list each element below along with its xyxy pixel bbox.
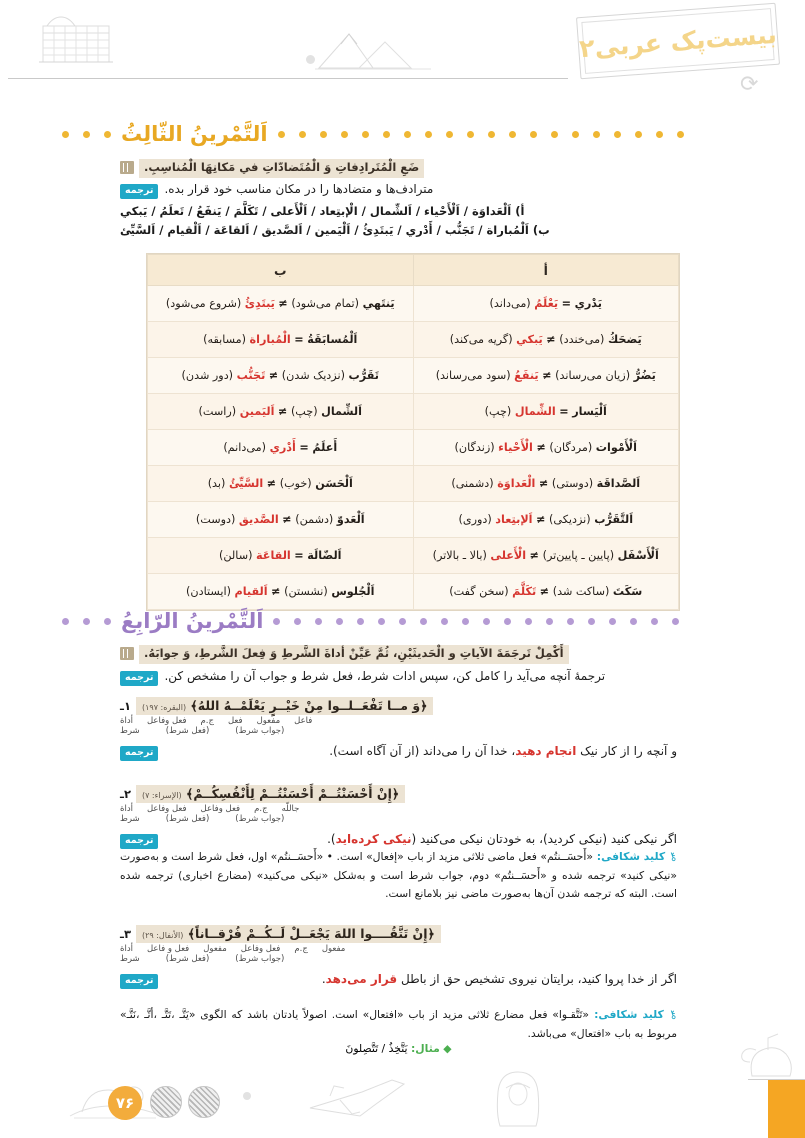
translation-chip: ترجمه (120, 834, 158, 849)
gloss-answer: (چپ) (484, 404, 512, 418)
table-cell-a (413, 466, 679, 502)
relation-symbol: ≠ (282, 512, 292, 526)
tip-body: «تَتَّقـوا» فعل مضارع ثلاثی مزید از باب «افتعال» است. اصولاً یادتان باشد که الگوی «یَتَّـ ،تَتَّـ ،أتَّـ ،نَتَّـ» مربوط به باب «افتعال» می‌باشد. (120, 1008, 677, 1040)
translation-chip: ترجمه (120, 671, 158, 686)
gloss-primary: (پایین ـ پایین‌تر) (542, 548, 615, 562)
ayah-translation-row (120, 970, 677, 989)
gloss-answer: (زندگان) (454, 440, 495, 454)
exercise3-instruction-row (120, 159, 675, 178)
relation-symbol: = (294, 548, 304, 562)
term-primary: تَقَرُّب (348, 368, 379, 382)
table-cell-a (413, 502, 679, 538)
gloss-answer: (می‌دانم) (223, 440, 267, 454)
table-cell-b (148, 502, 414, 538)
gloss-primary: (تمام می‌شود) (291, 296, 360, 310)
parse-row-primary (120, 716, 677, 726)
teapot-line-art-icon (738, 1030, 798, 1082)
translation-chip: ترجمه (120, 184, 158, 199)
ayah-translation-text (164, 970, 677, 988)
tip-block-2 (120, 1006, 677, 1043)
decorative-hatched-circle (150, 1086, 182, 1118)
synonyms-antonyms-table (147, 254, 679, 610)
term-primary: اَلشِّمال (321, 404, 362, 418)
parse-sublabel: شرط (120, 814, 140, 824)
parse-label: فاعل (294, 716, 313, 726)
translation-suffix: ، خدا آن را می‌داند (از آن آگاه است). (329, 744, 516, 758)
table-cell-b (148, 466, 414, 502)
table-header-b: ب (148, 255, 414, 286)
translation-answer: انجام دهید (515, 744, 577, 758)
gloss-primary: (دشمن) (295, 512, 334, 526)
tip-block-1 (120, 848, 677, 904)
parse-label: فعل (228, 716, 243, 726)
parse-sublabel: (جواب شرط) (235, 726, 285, 736)
term-primary: اَلضّالَة (307, 548, 342, 562)
relation-symbol: ≠ (536, 512, 546, 526)
table-row (148, 466, 679, 502)
gloss-answer: (سالن) (219, 548, 253, 562)
parse-label: فعل وفاعل (146, 716, 187, 726)
term-answer: أَدْري (269, 440, 296, 454)
gloss-answer: (دوست) (195, 512, 236, 526)
relation-symbol: ≠ (546, 332, 556, 346)
gloss-answer: (راست) (198, 404, 237, 418)
term-answer: تَكَلَّمَ (512, 584, 537, 598)
relation-symbol: ≠ (542, 368, 552, 382)
gloss-answer: (دشمنی) (451, 476, 494, 490)
term-primary: اَلْمُسابَقَةُ (307, 332, 358, 346)
exercise4-title-row (60, 605, 745, 637)
term-primary: يَدْري (574, 296, 602, 310)
translation-answer: قرار می‌دهد (325, 972, 398, 986)
table-cell-a (413, 322, 679, 358)
table-cell-b (148, 286, 414, 322)
parse-sublabel: (فعل شرط) (165, 726, 210, 736)
ayah-item-3 (120, 925, 677, 989)
translation-suffix: ). (327, 832, 336, 846)
relation-symbol: ≠ (539, 584, 550, 598)
ayah-item-1 (120, 697, 677, 761)
parse-label: فعل وفاعل (200, 804, 241, 814)
parse-label: أداة (120, 804, 133, 814)
relation-symbol: ≠ (278, 296, 288, 310)
term-primary: يَنتَهي (362, 296, 395, 310)
term-answer: اَلإبتِعاد (495, 512, 533, 526)
gloss-primary: (نزدیک شدن) (281, 368, 345, 382)
translation-chip: ترجمه (120, 974, 158, 989)
ayah-number: ۱ـ (120, 699, 131, 713)
term-primary: اَلصَّداقَة (596, 476, 641, 490)
ayah-text: ﴿إِنْ تَتَّقُــــوا اللهَ يَجْعَــلْ لَــكُــمْ فُرْقــاناً﴾ (الأنفال: ۲۹) (136, 925, 441, 943)
page-number: ۷۶ (108, 1086, 142, 1120)
translation-answer: نیکی کرده‌اید (335, 832, 412, 846)
ayah-text: ﴿وَ مــا تَفْعَــلــوا مِنْ خَيْــرٍ يَعْلَمْــهُ اللهُ﴾ (البقره: ۱۹۷) (136, 697, 433, 715)
term-answer: اَلقيام (234, 584, 268, 598)
ayah-text: ﴿إِنْ أَحْسَنْتُــمْ أَحْسَنْتُــمْ لِأَنْفُسِكُــمْ﴾ (الإسراء: ۷) (136, 785, 405, 803)
ayah-translation-text (164, 830, 677, 848)
table-cell-b (148, 538, 414, 574)
tag-title: بیست‌پک عربی۲ (578, 19, 778, 63)
table-row (148, 286, 679, 322)
ayah-translation-row (120, 742, 677, 761)
relation-symbol: ≠ (271, 584, 281, 598)
table-cell-a (413, 394, 679, 430)
exercise3-instruction: ضَعِ الْمُتَرادِفاتِ وَ الْمُتَضادّاتِ في مَكانِهَا الْمُناسِبِ. (139, 159, 424, 178)
table-row (148, 322, 679, 358)
title4-dots-right (60, 618, 111, 625)
term-answer: الْعَداوَة (497, 476, 536, 490)
parse-row-secondary (120, 954, 677, 964)
term-primary: اَلْأَمْوات (595, 440, 637, 454)
term-answer: السَّيِّئُ (228, 476, 264, 490)
table-row (148, 394, 679, 430)
gloss-answer: (سخن گفت) (449, 584, 509, 598)
table-row (148, 502, 679, 538)
word-bank-b-line (120, 222, 675, 240)
tip-label: کلید شکافی: (588, 1008, 669, 1021)
gloss-primary: (خوب) (279, 476, 312, 490)
parse-sublabel: (جواب شرط) (235, 814, 285, 824)
gloss-answer: (می‌داند) (489, 296, 531, 310)
gloss-primary: (ساکت شد) (552, 584, 610, 598)
table-cell-a (413, 538, 679, 574)
gloss-answer: (گریه می‌کند) (449, 332, 513, 346)
parse-sublabel: (جواب شرط) (235, 954, 285, 964)
edge-tab-marker (768, 1080, 805, 1138)
table-cell-b (148, 394, 414, 430)
term-answer: يَعْلَمُ (534, 296, 559, 310)
parse-sublabel: (فعل شرط) (165, 814, 210, 824)
parse-label: فعل و فاعل (146, 944, 190, 954)
key-icon: ⚷ (666, 1007, 679, 1023)
book-brand-tag (576, 3, 780, 79)
gloss-primary: (زیان می‌رساند) (555, 368, 631, 382)
exercise4-translation-text: ترجمهٔ آنچه می‌آید را کامل کن، سپس ادات شرط، فعل شرط و جواب آن را مشخص کن. (164, 669, 606, 683)
term-answer: يَنفَعُ (514, 368, 539, 382)
parse-label: أداة (120, 716, 133, 726)
word-bank-a-line (120, 203, 675, 221)
table-header-a: أ (413, 255, 679, 286)
translation-suffix: . (321, 972, 326, 986)
table-cell-b (148, 358, 414, 394)
term-answer: تَجَنُّب (236, 368, 266, 382)
term-primary: يَضحَكُ (608, 332, 642, 346)
parse-label: ج.م (294, 944, 308, 954)
gloss-answer: (دوری) (458, 512, 492, 526)
term-answer: الْأَحْياء (498, 440, 533, 454)
example-chip: مثال: (410, 1042, 440, 1055)
exercise3-title-row (60, 118, 745, 150)
bank-a-label: أ) (515, 204, 525, 218)
exercise3-translation-text: مترادف‌ها و متضادها را در مکان مناسب خود قرار بده. (164, 182, 434, 196)
term-answer: الشِّمال (514, 404, 556, 418)
decorative-hatched-circle (188, 1086, 220, 1118)
term-answer: الصَّديق (238, 512, 279, 526)
header-rule (8, 78, 568, 79)
term-answer: اَليَمين (239, 404, 275, 418)
parse-row-secondary (120, 726, 677, 736)
term-answer: الْأَعلی (490, 548, 527, 562)
kaaba-line-art-icon (37, 14, 115, 66)
gloss-primary: (چپ) (290, 404, 318, 418)
relation-symbol: = (299, 440, 309, 454)
parse-sublabel: (فعل شرط) (165, 954, 210, 964)
ayah-headline (120, 785, 677, 803)
gloss-primary: (دوستی) (551, 476, 594, 490)
parse-label: فعل وفاعل (146, 804, 187, 814)
top-decoration-band (0, 0, 805, 97)
parse-label: ج.م (254, 804, 268, 814)
table-cell-b (148, 430, 414, 466)
ayah-number: ۲ـ (120, 787, 131, 801)
parse-sublabel: شرط (120, 726, 140, 736)
term-primary: اَلتَّقَرُّب (594, 512, 634, 526)
relation-symbol: = (561, 296, 572, 310)
exercise4-instruction: أَكْمِلْ تَرجَمَةَ الآياتِ و الْحَديثَيْنِ، ثُمَّ عَيِّنْ أداةَ الشَّرطِ وَ فِعلَ الشَّرطِ، وَ جوابَهُ. (139, 645, 569, 664)
title4-dots-left (273, 618, 745, 625)
translation-prefix: اگر از خدا پروا کنید، برایتان نیروی تشخیص حق از باطل (397, 972, 677, 986)
term-primary: أَعلَمُ (312, 440, 338, 454)
gloss-primary: (می‌خندد) (559, 332, 605, 346)
table-cell-b (148, 322, 414, 358)
airplane-line-art-icon (300, 1070, 420, 1126)
term-primary: اَلْأَسْفَل (617, 548, 659, 562)
relation-symbol: ≠ (538, 476, 549, 490)
ayah-item-2 (120, 785, 677, 849)
parse-label: مفعول (256, 716, 281, 726)
tag-swirl-decor-icon: ⟳ (740, 72, 759, 97)
ayah-translation-row (120, 830, 677, 849)
exercise3-translation-row (120, 180, 675, 199)
parse-label: فعل وفاعل (240, 944, 281, 954)
term-primary: يَضُرُّ (633, 368, 656, 382)
exercise4-instruction-row (120, 645, 675, 664)
table-cell-a (413, 358, 679, 394)
title-dots-right (60, 131, 111, 138)
term-answer: يَبتَدِئُ (244, 296, 275, 310)
term-primary: سَكَتَ (612, 584, 643, 598)
example-text: يَتَّخِذُ / تَتَّصِلونَ (345, 1042, 408, 1055)
gloss-primary: (نزدیکی) (549, 512, 591, 526)
term-primary: اَلْجُلوس (331, 584, 375, 598)
term-answer: الْمُباراة (249, 332, 291, 346)
table-row (148, 538, 679, 574)
hijab-woman-line-art-icon (480, 1066, 556, 1128)
gloss-answer: (مسابقه) (203, 332, 246, 346)
ayah-headline (120, 697, 677, 715)
ayah-headline (120, 925, 677, 943)
exercise4-translation-row (120, 667, 675, 686)
key-icon: ⚷ (666, 849, 679, 865)
tip-body: «أَحسَــنتُم» فعل ماضی ثلاثی مزید از باب «إفعال» است. • «أَحسَــنتُم» اول، فعل شرط است و به‌صورت «نیکی کنید» ترجمه شده و «أَحسَــنتُم» دوم، جواب شرط است و به‌شکل «نیکی می‌کنید» (مضارع اخباری) ترجمه شده است. البته که ترجمه شدن آن‌ها به‌صورت ماضی نیز بلامانع است. (120, 850, 677, 901)
bank-b-words: اَلْمُباراة / تَجَنُّب / أَدْري / يَبتَدِئُ / اَلْيَمين / اَلصَّديق / اَلقاعَة / اَلْقيام / اَلسَّيِّئ (120, 223, 529, 237)
parse-row-primary (120, 804, 677, 814)
relation-symbol: = (559, 404, 569, 418)
gloss-answer: (بد) (207, 476, 226, 490)
ayah-reference: (الإسراء: ۷) (141, 791, 182, 800)
translation-prefix: و آنچه را از کار نیک (576, 744, 677, 758)
ayah-reference: (الأنفال: ۲۹) (141, 931, 184, 940)
ayah-translation-text (164, 742, 677, 760)
example-chip-icon: ◆ (443, 1042, 452, 1055)
title-dots-left (278, 131, 745, 138)
parse-label: مفعول (321, 944, 346, 954)
relation-symbol: ≠ (278, 404, 288, 418)
table-row (148, 358, 679, 394)
relation-symbol: = (294, 332, 304, 346)
term-primary: اَلْعَدوّ (336, 512, 365, 526)
parse-row-primary (120, 944, 677, 954)
relation-symbol: ≠ (529, 548, 540, 562)
gloss-answer: (شروع می‌شود) (165, 296, 242, 310)
gloss-answer: (دور شدن) (181, 368, 234, 382)
gloss-answer: (بالا ـ بالاتر) (432, 548, 487, 562)
table-cell-a (413, 286, 679, 322)
term-primary: اَلْحَسَن (315, 476, 353, 490)
translation-chip: ترجمه (120, 746, 158, 761)
instruction-marker-icon (120, 647, 134, 660)
table-row (148, 430, 679, 466)
parse-row-secondary (120, 814, 677, 824)
bottom-decoration-band (0, 1046, 805, 1138)
tip-label: کلید شکافی: (592, 850, 669, 863)
ayah-reference: (البقره: ۱۹۷) (141, 703, 187, 712)
term-answer: يَبكي (516, 332, 543, 346)
gloss-primary: (نشستن) (284, 584, 328, 598)
instruction-marker-icon (120, 161, 134, 174)
parse-sublabel: شرط (120, 954, 140, 964)
bank-a-words: اَلْعَداوَة / اَلْأَحْياء / اَلشِّمال / الْإبتِعاد / اَلْأَعلی / تَكَلَّمَ / يَنفَعُ / تَعلَمُ / يَبكي (120, 204, 512, 218)
relation-symbol: ≠ (536, 440, 546, 454)
parse-label: ج.م (200, 716, 214, 726)
term-answer: القاعَة (256, 548, 291, 562)
table-body (148, 286, 679, 610)
synonyms-antonyms-table-wrap (146, 253, 680, 611)
translation-prefix: اگر نیکی کنید (نیکی کردید)، به خودتان نیکی می‌کنید ( (411, 832, 677, 846)
mountain-line-art-icon (315, 28, 435, 72)
gloss-answer: (ایستادن) (186, 584, 231, 598)
decorative-dot (306, 55, 315, 64)
parse-label: أداة (120, 944, 133, 954)
exercise4-title: اَلتَّمْرينُ الرّابِعُ (121, 608, 264, 633)
parse-label: جاللّه (281, 804, 300, 814)
gloss-primary: (مردگان) (549, 440, 593, 454)
gloss-answer: (سود می‌رساند) (435, 368, 511, 382)
relation-symbol: ≠ (268, 368, 279, 382)
exercise3-title: اَلتَّمْرينُ الثّالِثُ (121, 121, 268, 146)
table-header-row (148, 255, 679, 286)
decorative-dot (243, 1092, 251, 1100)
relation-symbol: ≠ (266, 476, 277, 490)
ayah-number: ۳ـ (120, 927, 131, 941)
table-cell-a (413, 430, 679, 466)
parse-label: مفعول (203, 944, 227, 954)
term-primary: اَلْيَسار (572, 404, 607, 418)
bank-b-label: ب) (532, 223, 550, 237)
